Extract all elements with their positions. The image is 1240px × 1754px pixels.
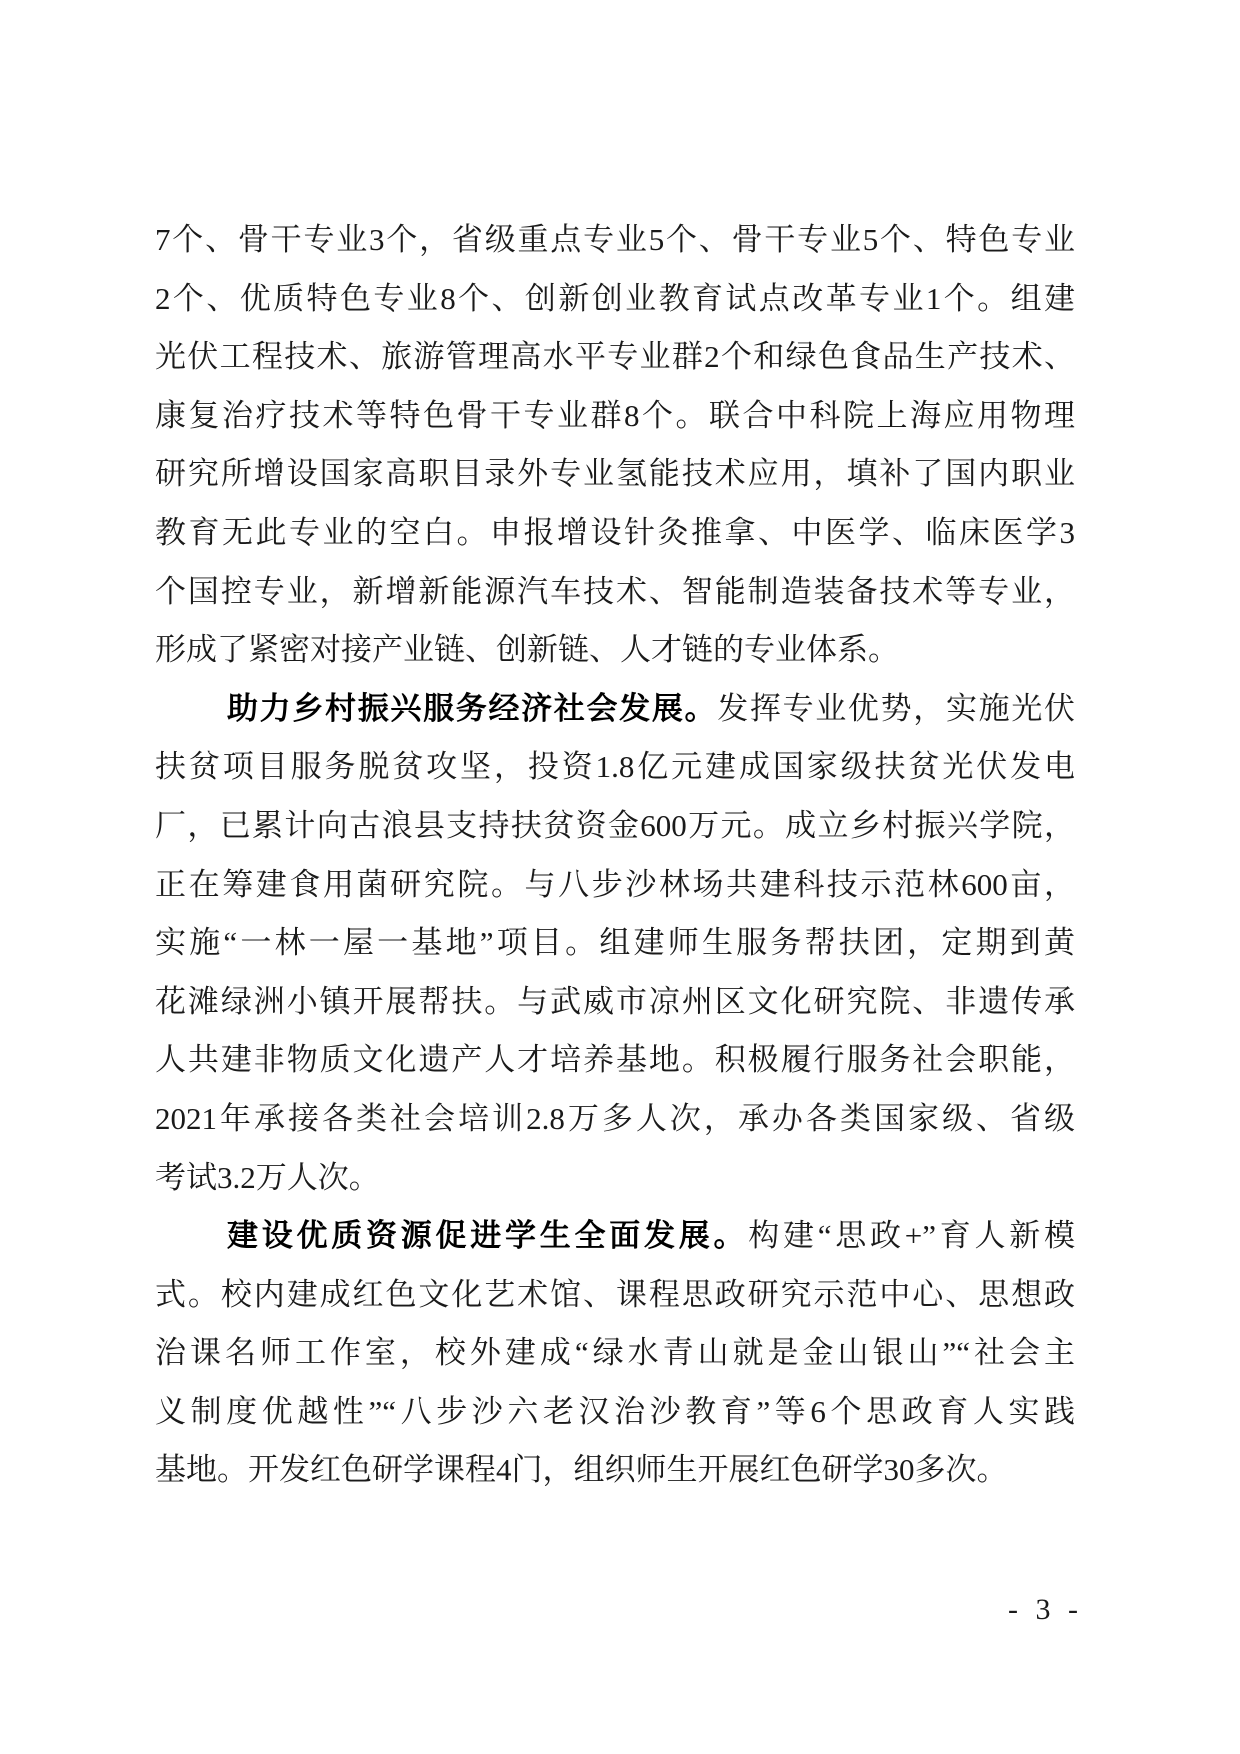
body-text-run: 基地。开发红色研学课程4门，组织师生开展红色研学30多次。 — [155, 1452, 1008, 1488]
text-line — [155, 1090, 1075, 1149]
body-text-run: 扶贫项目服务脱贫攻坚，投资1.8亿元建成国家级扶贫光伏发电 — [155, 749, 1075, 785]
text-line — [155, 270, 1075, 329]
body-text-run: 教育无此专业的空白。申报增设针灸推拿、中医学、临床医学3 — [155, 514, 1075, 550]
body-text-run: 人共建非物质文化遗产人才培养基地。积极履行服务社会职能， — [155, 1042, 1075, 1078]
text-line — [155, 504, 1075, 563]
text-line — [155, 1324, 1075, 1383]
text-line — [155, 1441, 1075, 1500]
document-body — [155, 211, 1075, 1500]
text-line — [155, 1383, 1075, 1442]
text-line — [155, 328, 1075, 387]
text-line-paragraph-heading — [155, 1207, 1075, 1266]
body-text-run: 厂，已累计向古浪县支持扶贫资金600万元。成立乡村振兴学院， — [155, 807, 1075, 843]
body-text-run: 光伏工程技术、旅游管理高水平专业群2个和绿色食品生产技术、 — [155, 339, 1075, 375]
body-text-run: 构建“思政+”育人新模 — [748, 1218, 1075, 1254]
body-text-run: 形成了紧密对接产业链、创新链、人才链的专业体系。 — [155, 632, 899, 668]
body-text-run: 2021年承接各类社会培训2.8万多人次，承办各类国家级、省级 — [155, 1100, 1075, 1136]
body-text-run: 治课名师工作室，校外建成“绿水青山就是金山银山”“社会主 — [155, 1335, 1075, 1371]
text-line — [155, 914, 1075, 973]
body-text-run: 花滩绿洲小镇开展帮扶。与武威市凉州区文化研究院、非遗传承 — [155, 983, 1075, 1019]
text-line — [155, 211, 1075, 270]
text-line — [155, 1149, 1075, 1208]
body-text-run: 2个、优质特色专业8个、创新创业教育试点改革专业1个。组建 — [155, 280, 1075, 316]
text-line — [155, 797, 1075, 856]
body-text-run: 7个、骨干专业3个，省级重点专业5个、骨干专业5个、特色专业 — [155, 222, 1075, 257]
text-line — [155, 856, 1075, 915]
text-line — [155, 738, 1075, 797]
body-text-run: 正在筹建食用菌研究院。与八步沙林场共建科技示范林600亩， — [155, 866, 1075, 902]
body-text-run: 发挥专业优势，实施光伏 — [717, 690, 1075, 726]
heading-bold-run: 助力乡村振兴服务经济社会发展。 — [227, 690, 718, 726]
body-text-run: 实施“一林一屋一基地”项目。组建师生服务帮扶团，定期到黄 — [155, 925, 1075, 961]
body-text-run: 研究所增设国家高职目录外专业氢能技术应用，填补了国内职业 — [155, 456, 1075, 492]
text-line — [155, 445, 1075, 504]
heading-bold-run: 建设优质资源促进学生全面发展。 — [227, 1218, 749, 1254]
text-line-paragraph-heading — [155, 680, 1075, 739]
page-number: - 3 - — [1008, 1593, 1080, 1626]
text-line — [155, 563, 1075, 622]
body-text-run: 义制度优越性”“八步沙六老汉治沙教育”等6个思政育人实践 — [155, 1393, 1075, 1429]
body-text-run: 康复治疗技术等特色骨干专业群8个。联合中科院上海应用物理 — [155, 397, 1075, 433]
body-text-run: 个国控专业，新增新能源汽车技术、智能制造装备技术等专业， — [155, 573, 1075, 609]
text-line — [155, 621, 1075, 680]
body-text-run: 考试3.2万人次。 — [155, 1159, 380, 1195]
text-line — [155, 1266, 1075, 1325]
text-line — [155, 387, 1075, 446]
body-text-run: 式。校内建成红色文化艺术馆、课程思政研究示范中心、思想政 — [155, 1276, 1075, 1312]
text-line — [155, 1031, 1075, 1090]
text-line — [155, 973, 1075, 1032]
